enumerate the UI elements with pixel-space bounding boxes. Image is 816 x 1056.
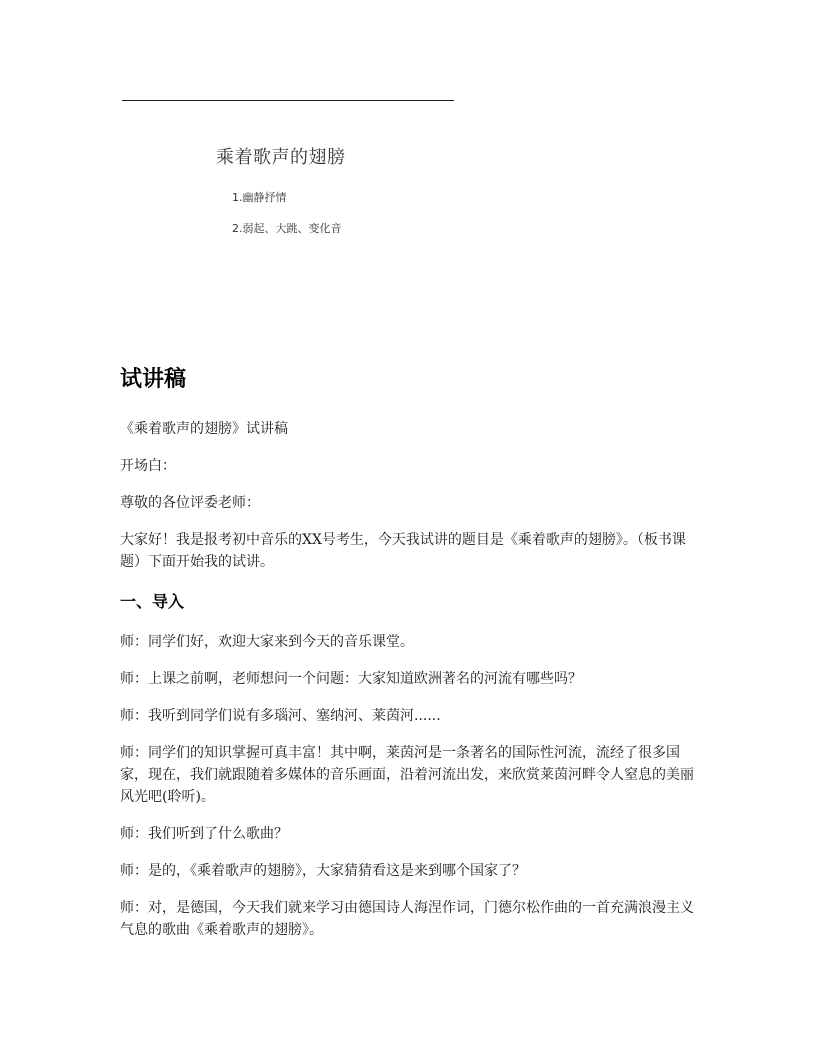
paragraph-5: 师：我们听到了什么歌曲？ — [120, 826, 288, 842]
paragraph-4: 师：同学们的知识掌握可真丰富！其中啊，莱茵河是一条著名的国际性河流，流经了很多国家，现在，我们就跟随着多媒体的音乐画面，沿着河流出发，来欣赏莱茵河畔令人窒息的美丽风光吧(聆听)。 — [120, 745, 694, 805]
paragraph-6: 师：是的，《乘着歌声的翅膀》，大家猜猜看这是来到哪个国家了？ — [120, 863, 526, 879]
board-point-1: 1.幽静抒情 — [232, 191, 287, 204]
page-title: 试讲稿 — [120, 367, 187, 392]
opening-label: 开场白： — [120, 458, 176, 474]
section-heading-1: 一、导入 — [120, 592, 185, 611]
paragraph-2: 师：上课之前啊，老师想问一个问题：大家知道欧洲著名的河流有哪些吗？ — [120, 671, 582, 687]
header-rule — [122, 100, 454, 101]
paragraph-7: 师：对，是德国，今天我们就来学习由德国诗人海涅作词，门德尔松作曲的一首充满浪漫主义气息的歌曲《乘着歌声的翅膀》。 — [120, 900, 694, 938]
document-body — [120, 362, 700, 941]
board-point-2: 2.弱起、大跳、变化音 — [232, 222, 342, 235]
greeting: 尊敬的各位评委老师： — [120, 495, 260, 511]
board-title: 乘着歌声的翅膀 — [216, 147, 346, 168]
blackboard-image — [216, 146, 516, 246]
intro-paragraph: 大家好！我是报考初中音乐的XX号考生，今天我试讲的题目是《乘着歌声的翅膀》。（板书课题）下面开始我的试讲。 — [120, 532, 686, 570]
doc-subtitle: 《乘着歌声的翅膀》试讲稿 — [120, 421, 288, 437]
paragraph-3: 师：我听到同学们说有多瑙河、塞纳河、莱茵河...... — [120, 708, 441, 724]
paragraph-1: 师：同学们好，欢迎大家来到今天的音乐课堂。 — [120, 634, 414, 650]
